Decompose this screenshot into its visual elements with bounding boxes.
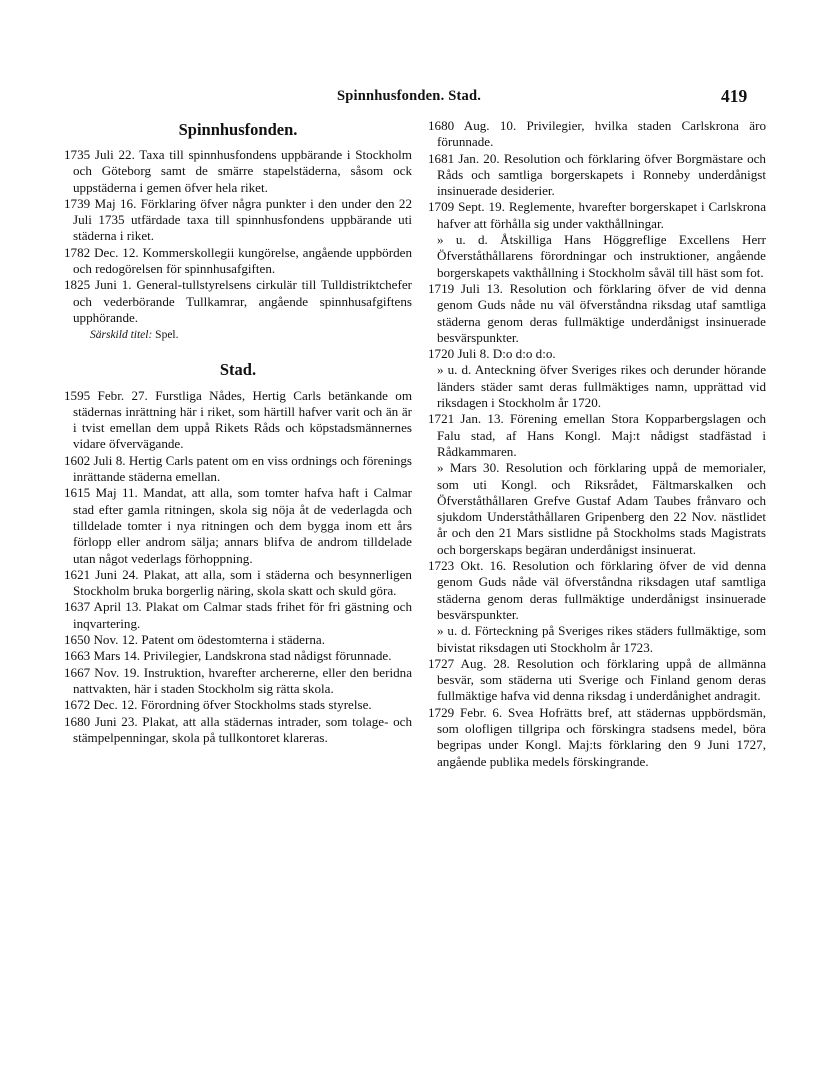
entry-text: Plakat, att alla städernas intrader, som tolage- och stämpelpenningar, skola på tullkontoret klareras. xyxy=(73,713,412,745)
entry-text: Instruktion, hvarefter archererne, eller den beridna nattvakten, här i staden Stockholm sig rätta skola. xyxy=(73,664,413,696)
entry-date: 1680 Juni 23. xyxy=(64,713,138,729)
register-entry xyxy=(428,199,766,232)
entry-date: 1621 Juni 24. xyxy=(64,566,139,582)
entry-text: Plakat, att alla, som i städerna och besynnerligen Stockholm bruka borgerlig näring, skola skatt och skuld göra. xyxy=(73,566,412,599)
register-entry xyxy=(64,453,412,486)
register-entry xyxy=(428,460,766,558)
register-entry xyxy=(64,632,412,648)
register-entry xyxy=(428,232,766,281)
entry-date: 1615 Maj 11. xyxy=(64,485,138,501)
entry-text: Privilegier, hvilka staden Carlskrona äro förunnade. xyxy=(437,118,766,150)
entry-date: 1825 Juni 1. xyxy=(64,277,132,293)
entry-date: 1735 Juli 22. xyxy=(64,147,135,162)
entry-date: » u. d. xyxy=(437,623,471,639)
entry-text: Plakat om Calmar stads frihet för fri gästning och inqvartering. xyxy=(73,599,412,631)
entry-text: Förordning öfver Stockholms stads styrelse. xyxy=(140,697,372,713)
register-entry xyxy=(428,705,766,770)
register-entry xyxy=(64,277,412,326)
entry-date: 1720 Juli 8. xyxy=(428,346,490,362)
entry-text: Förteckning på Sveriges rikes städers fullmäktige, som bivistat riksdagen uti Stockholm år 1723. xyxy=(437,623,766,655)
entry-text: Resolution och förklaring öfver de vid denna genom Guds nåde väl öfverståndna riksdagen utaf samtliga städerna genom deras fullmäktige underdånigst insinuerade besvärspunkter. xyxy=(437,558,767,622)
entry-text: Resolution och förklaring uppå de allmänna besvär, som städerna uti Sverige och Finland genom deras fullmäktige hafva vid denna riksdag i underdånighet andragit. xyxy=(437,655,767,704)
entry-date: 1595 Febr. 27. xyxy=(64,387,148,403)
register-entry xyxy=(64,697,412,713)
entry-date: 1650 Nov. 12. xyxy=(64,632,139,648)
entry-text: Svea Hofrätts bref, att städernas uppbördsmän, som olofligen tillgripa och förskingra stadsens medel, böra begripas under Kongl. Maj:ts förklaring den 9 Juni 1727, angående publika medels förskingrande. xyxy=(437,704,766,769)
entry-list-stad-continued xyxy=(428,118,766,770)
entry-text: Kommerskollegii kungörelse, angående uppbörden och redogörelsen för spinnhusafgiften. xyxy=(73,244,412,277)
entry-date: » u. d. xyxy=(437,362,472,378)
running-header xyxy=(0,88,840,112)
entry-date: 1667 Nov. 19. xyxy=(64,664,140,680)
special-title-note xyxy=(90,327,412,343)
entry-text: Resolution och förklaring öfver Borgmästare och Råds och samtliga borgerskapets i Ronneby underdånigst insinuerade desiderier. xyxy=(437,150,766,199)
section-heading-stad: Stad. xyxy=(219,359,257,379)
entry-date: 1680 Aug. 10. xyxy=(428,118,517,133)
entry-date: 1672 Dec. 12. xyxy=(64,697,138,713)
section-heading-spinnhusfonden: Spinnhusfonden. xyxy=(178,120,298,139)
entry-text: Furstliga Nådes, Hertig Carls betänkande om städernas inrättning här i riket, som härtill hafver varit och än är i tvist emellan dem uppå Rikets Råds och köpstadsmännernes vidare öfvervägande. xyxy=(73,387,413,452)
entry-date: 1739 Maj 16. xyxy=(64,195,137,211)
entry-text: Hertig Carls patent om en viss ordnings och förenings inrättande städerna emellan. xyxy=(73,452,412,485)
entry-date: 1723 Okt. 16. xyxy=(428,558,507,574)
register-entry xyxy=(428,411,766,460)
entry-date: 1782 Dec. 12. xyxy=(64,244,139,260)
special-title-value: Spel. xyxy=(155,329,179,342)
entry-text: Resolution och förklaring uppå de memorialer, som uti Kongl. och Riksrådet, Fältmarskalken och Öfverståthållaren Grefve Gustaf Adam Taubes frånvaro och sjukdom Underståthållaren Gripenberg den 22 Nov. nästlidet år och den 21 Mars sistlidne på Stockholms stads Magistrats och borgerskaps begäran underdånigst insinuerat. xyxy=(437,460,766,557)
register-entry xyxy=(64,599,412,632)
entry-text: Patent om ödestomterna i städerna. xyxy=(141,632,325,648)
register-entry xyxy=(428,558,766,623)
register-entry xyxy=(428,281,766,346)
entry-date: 1637 April 13. xyxy=(64,599,142,615)
right-column xyxy=(428,118,766,770)
entry-text: Åtskilliga Hans Höggreflige Excellens Herr Öfverståthållarens förordningar och instruktioner, angående borgerskapets vakthållning i Stockholm såväl till häst som fot. xyxy=(437,232,767,280)
register-entry xyxy=(64,714,412,747)
entry-date: 1719 Juli 13. xyxy=(428,280,503,296)
entry-text: Anteckning öfver Sveriges rikes och derunder hörande länders städer samt deras fullmäktiges namn, upprättad vid riksdagen i Stockholm år 1720. xyxy=(437,362,767,411)
register-entry xyxy=(428,151,766,200)
running-title: Spinnhusfonden. Stad. xyxy=(337,88,482,104)
entry-text: General-tullstyrelsens cirkulär till Tulldistriktchefer och vederbörande Tullkamrar, angående spinnhusafgiftens upphörande. xyxy=(73,277,412,325)
register-entry xyxy=(64,648,412,664)
special-title-label: Särskild titel: xyxy=(90,329,153,342)
entry-date: 1663 Mars 14. xyxy=(64,648,141,664)
entry-text: Mandat, att alla, som tomter hafva haft i Calmar stad efter gamla ritningen, skola sig nöja åt de vederlagda och tilldelade tomter i nya ritningen och dem bygga inom ett års förlopp eller androm sälja; annars blifva de androm tilldelade utan något vederlags förhoppning. xyxy=(73,485,412,566)
entry-date: 1727 Aug. 28. xyxy=(428,655,510,671)
entry-text: Förklaring öfver några punkter i den under den 22 Juli 1735 utfärdade taxa till spinnhusfondens uppbärande uti städerna i riket. xyxy=(73,195,412,244)
entry-text: D:o d:o d:o. xyxy=(492,346,556,362)
entry-date: » Mars 30. xyxy=(437,460,500,476)
register-entry xyxy=(428,346,766,362)
register-entry xyxy=(64,196,412,245)
register-entry xyxy=(64,665,412,698)
register-entry xyxy=(64,245,412,278)
register-entry xyxy=(428,118,766,151)
register-entry xyxy=(428,656,766,705)
register-entry xyxy=(64,485,412,566)
entry-text: Förening emellan Stora Kopparbergslagen och Falu stad, af Hans Kongl. Maj:t nådigst stadfästad i Rådkammaren. xyxy=(437,411,766,459)
entry-date: » u. d. xyxy=(437,232,488,248)
entry-text: Resolution och förklaring öfver de vid denna genom Guds nåde nu väl öfverståndna riksdag utaf samtliga städerna genom deras fullmäktige underdånigst insinuerade besvärspunkter. xyxy=(437,280,767,345)
page-number: 419 xyxy=(721,86,748,106)
register-entry xyxy=(64,567,412,600)
left-column xyxy=(64,118,412,746)
entry-date: 1729 Febr. 6. xyxy=(428,704,503,720)
register-entry xyxy=(428,623,766,656)
entry-date: 1681 Jan. 20. xyxy=(428,150,500,166)
register-entry xyxy=(428,362,766,411)
entry-text: Taxa till spinnhusfondens uppbärande i Stockholm och Göteborg samt de smärre stapelstäderna, såsom ock uppstäderna i gemen öfver hela riket. xyxy=(73,147,412,195)
entry-date: 1709 Sept. 19. xyxy=(428,199,505,215)
entry-list-stad xyxy=(64,388,412,747)
register-entry xyxy=(64,147,412,196)
register-entry xyxy=(64,388,412,453)
entry-text: Privilegier, Landskrona stad nådigst förunnade. xyxy=(143,648,392,664)
entry-date: 1721 Jan. 13. xyxy=(428,411,504,427)
entry-text: Reglemente, hvarefter borgerskapet i Carlskrona hafver att förhålla sig under vakthållningar. xyxy=(437,199,767,231)
entry-date: 1602 Juli 8. xyxy=(64,452,126,468)
entry-list-spinnhusfonden xyxy=(64,147,412,326)
